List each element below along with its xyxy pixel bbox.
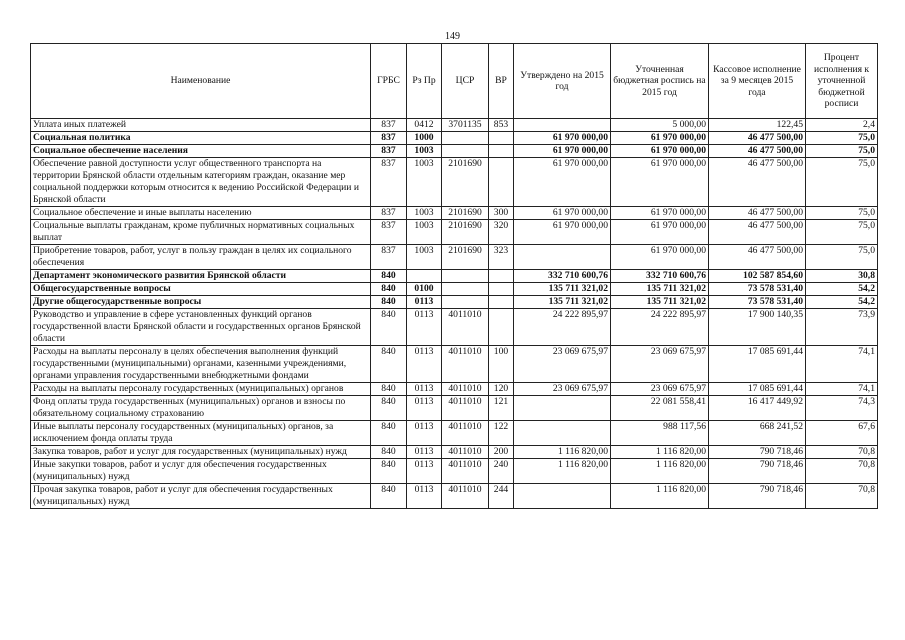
table-row (31, 119, 878, 132)
cell-vr: 320 (489, 220, 514, 245)
cell-name: Расходы на выплаты персоналу государственных (муниципальных) органов (31, 383, 371, 396)
cell-grbs: 837 (371, 207, 407, 220)
table-row (31, 158, 878, 207)
cell-grbs: 837 (371, 119, 407, 132)
cell-approved: 61 970 000,00 (514, 158, 611, 207)
cell-percent: 70,8 (806, 459, 878, 484)
cell-grbs: 837 (371, 145, 407, 158)
table-row (31, 446, 878, 459)
cell-csr (442, 296, 489, 309)
cell-refined: 61 970 000,00 (611, 158, 709, 207)
cell-approved (514, 484, 611, 509)
cell-name: Общегосударственные вопросы (31, 283, 371, 296)
table-row (31, 421, 878, 446)
cell-name: Другие общегосударственные вопросы (31, 296, 371, 309)
cell-refined: 61 970 000,00 (611, 145, 709, 158)
cell-refined: 1 116 820,00 (611, 459, 709, 484)
cell-vr: 200 (489, 446, 514, 459)
cell-csr: 4011010 (442, 383, 489, 396)
cell-percent: 74,1 (806, 383, 878, 396)
cell-refined: 24 222 895,97 (611, 309, 709, 346)
cell-name: Социальное обеспечение населения (31, 145, 371, 158)
cell-refined: 22 081 558,41 (611, 396, 709, 421)
cell-refined: 23 069 675,97 (611, 346, 709, 383)
page-number: 149 (445, 31, 460, 42)
cell-rzpr: 0100 (407, 283, 442, 296)
cell-approved (514, 421, 611, 446)
cell-refined: 61 970 000,00 (611, 245, 709, 270)
table-body (31, 119, 878, 509)
cell-approved: 23 069 675,97 (514, 383, 611, 396)
cell-vr (489, 283, 514, 296)
header-rzpr: Рз Пр (407, 44, 442, 119)
cell-refined: 332 710 600,76 (611, 270, 709, 283)
cell-cash: 17 085 691,44 (709, 346, 806, 383)
cell-rzpr: 1003 (407, 145, 442, 158)
cell-cash: 122,45 (709, 119, 806, 132)
cell-csr: 2101690 (442, 245, 489, 270)
cell-rzpr: 0113 (407, 421, 442, 446)
table-row (31, 270, 878, 283)
cell-vr: 122 (489, 421, 514, 446)
cell-percent: 30,8 (806, 270, 878, 283)
header-csr: ЦСР (442, 44, 489, 119)
cell-percent: 75,0 (806, 207, 878, 220)
header-percent: Процент исполнения к уточненной бюджетной росписи (806, 44, 878, 119)
cell-percent: 73,9 (806, 309, 878, 346)
cell-grbs: 840 (371, 383, 407, 396)
header-grbs: ГРБС (371, 44, 407, 119)
cell-approved: 23 069 675,97 (514, 346, 611, 383)
cell-rzpr: 0113 (407, 446, 442, 459)
cell-cash: 46 477 500,00 (709, 207, 806, 220)
cell-name: Иные закупки товаров, работ и услуг для обеспечения государственных (муниципальных) нужд (31, 459, 371, 484)
cell-percent: 74,1 (806, 346, 878, 383)
cell-vr: 323 (489, 245, 514, 270)
cell-approved: 332 710 600,76 (514, 270, 611, 283)
cell-csr: 4011010 (442, 346, 489, 383)
cell-rzpr: 0113 (407, 296, 442, 309)
cell-percent: 74,3 (806, 396, 878, 421)
cell-name: Департамент экономического развития Брянской области (31, 270, 371, 283)
cell-csr: 2101690 (442, 158, 489, 207)
cell-name: Социальная политика (31, 132, 371, 145)
cell-grbs: 840 (371, 421, 407, 446)
cell-name: Расходы на выплаты персоналу в целях обеспечения выполнения функций государственными (муниципальными) органами, казенными учреждениями, органами управления государственными внебюджетными фондами (31, 346, 371, 383)
cell-grbs: 840 (371, 446, 407, 459)
cell-csr: 4011010 (442, 459, 489, 484)
cell-rzpr: 1003 (407, 220, 442, 245)
cell-grbs: 840 (371, 396, 407, 421)
cell-name: Приобретение товаров, работ, услуг в пользу граждан в целях их социального обеспечения (31, 245, 371, 270)
table-row (31, 346, 878, 383)
cell-refined: 135 711 321,02 (611, 283, 709, 296)
cell-approved (514, 396, 611, 421)
table-row (31, 207, 878, 220)
cell-rzpr: 1003 (407, 207, 442, 220)
cell-vr: 240 (489, 459, 514, 484)
cell-grbs: 837 (371, 158, 407, 207)
cell-cash: 46 477 500,00 (709, 145, 806, 158)
cell-cash: 17 085 691,44 (709, 383, 806, 396)
cell-cash: 790 718,46 (709, 459, 806, 484)
cell-percent: 75,0 (806, 158, 878, 207)
table-row (31, 132, 878, 145)
cell-rzpr: 0113 (407, 346, 442, 383)
cell-grbs: 837 (371, 132, 407, 145)
cell-grbs: 837 (371, 245, 407, 270)
cell-refined: 23 069 675,97 (611, 383, 709, 396)
cell-grbs: 840 (371, 270, 407, 283)
table-row (31, 220, 878, 245)
cell-vr: 300 (489, 207, 514, 220)
cell-grbs: 840 (371, 484, 407, 509)
cell-cash: 73 578 531,40 (709, 283, 806, 296)
table-row (31, 383, 878, 396)
cell-cash: 46 477 500,00 (709, 132, 806, 145)
header-name: Наименование (31, 44, 371, 119)
cell-name: Иные выплаты персоналу государственных (муниципальных) органов, за исключением фонда оплаты труда (31, 421, 371, 446)
cell-vr (489, 145, 514, 158)
cell-csr: 2101690 (442, 220, 489, 245)
cell-grbs: 840 (371, 283, 407, 296)
cell-approved: 61 970 000,00 (514, 220, 611, 245)
cell-approved: 61 970 000,00 (514, 145, 611, 158)
table-row (31, 484, 878, 509)
cell-csr: 2101690 (442, 207, 489, 220)
cell-refined: 135 711 321,02 (611, 296, 709, 309)
cell-refined: 1 116 820,00 (611, 484, 709, 509)
cell-csr (442, 132, 489, 145)
cell-approved: 1 116 820,00 (514, 459, 611, 484)
cell-name: Руководство и управление в сфере установленных функций органов государственной власти Брянской области и государственных органов Брянской области (31, 309, 371, 346)
cell-cash: 73 578 531,40 (709, 296, 806, 309)
header-refined: Уточненная бюджетная роспись на 2015 год (611, 44, 709, 119)
cell-name: Фонд оплаты труда государственных (муниципальных) органов и взносы по обязательному социальному страхованию (31, 396, 371, 421)
cell-approved: 24 222 895,97 (514, 309, 611, 346)
cell-percent: 54,2 (806, 296, 878, 309)
cell-csr (442, 145, 489, 158)
header-approved: Утверждено на 2015 год (514, 44, 611, 119)
cell-percent: 75,0 (806, 220, 878, 245)
cell-rzpr: 1003 (407, 158, 442, 207)
cell-rzpr (407, 270, 442, 283)
cell-approved (514, 119, 611, 132)
cell-csr: 4011010 (442, 484, 489, 509)
cell-name: Закупка товаров, работ и услуг для государственных (муниципальных) нужд (31, 446, 371, 459)
cell-approved: 1 116 820,00 (514, 446, 611, 459)
table-row (31, 245, 878, 270)
cell-grbs: 840 (371, 459, 407, 484)
cell-grbs: 840 (371, 309, 407, 346)
cell-rzpr: 0412 (407, 119, 442, 132)
cell-refined: 5 000,00 (611, 119, 709, 132)
cell-cash: 46 477 500,00 (709, 245, 806, 270)
cell-csr: 4011010 (442, 421, 489, 446)
cell-rzpr: 0113 (407, 484, 442, 509)
cell-cash: 16 417 449,92 (709, 396, 806, 421)
cell-vr (489, 132, 514, 145)
cell-refined: 61 970 000,00 (611, 220, 709, 245)
cell-vr (489, 158, 514, 207)
cell-approved (514, 245, 611, 270)
cell-approved: 61 970 000,00 (514, 207, 611, 220)
cell-cash: 790 718,46 (709, 446, 806, 459)
cell-grbs: 840 (371, 346, 407, 383)
cell-rzpr: 0113 (407, 383, 442, 396)
table-row (31, 396, 878, 421)
cell-approved: 135 711 321,02 (514, 283, 611, 296)
cell-name: Прочая закупка товаров, работ и услуг для обеспечения государственных (муниципальных) нужд (31, 484, 371, 509)
cell-cash: 102 587 854,60 (709, 270, 806, 283)
table-row (31, 296, 878, 309)
cell-rzpr: 0113 (407, 459, 442, 484)
cell-grbs: 840 (371, 296, 407, 309)
cell-cash: 46 477 500,00 (709, 158, 806, 207)
cell-vr (489, 296, 514, 309)
cell-percent: 2,4 (806, 119, 878, 132)
cell-csr (442, 270, 489, 283)
cell-vr: 853 (489, 119, 514, 132)
cell-name: Обеспечение равной доступности услуг общественного транспорта на территории Брянской области отдельным категориям граждан, оказание мер социальной поддержки которым относится к ведению Российской Федерации и Брянской области (31, 158, 371, 207)
cell-vr: 120 (489, 383, 514, 396)
cell-rzpr: 1003 (407, 245, 442, 270)
cell-vr: 121 (489, 396, 514, 421)
table-header-row (31, 44, 878, 119)
cell-approved: 61 970 000,00 (514, 132, 611, 145)
cell-percent: 75,0 (806, 145, 878, 158)
cell-csr (442, 283, 489, 296)
cell-cash: 790 718,46 (709, 484, 806, 509)
cell-rzpr: 1000 (407, 132, 442, 145)
cell-grbs: 837 (371, 220, 407, 245)
cell-vr: 100 (489, 346, 514, 383)
cell-percent: 54,2 (806, 283, 878, 296)
cell-rzpr: 0113 (407, 309, 442, 346)
cell-percent: 75,0 (806, 132, 878, 145)
cell-csr: 4011010 (442, 446, 489, 459)
cell-name: Социальные выплаты гражданам, кроме публичных нормативных социальных выплат (31, 220, 371, 245)
cell-name: Уплата иных платежей (31, 119, 371, 132)
cell-csr: 4011010 (442, 309, 489, 346)
table-row (31, 459, 878, 484)
table-row (31, 309, 878, 346)
cell-cash: 17 900 140,35 (709, 309, 806, 346)
cell-csr: 4011010 (442, 396, 489, 421)
cell-percent: 70,8 (806, 484, 878, 509)
table-row (31, 283, 878, 296)
cell-vr (489, 270, 514, 283)
cell-refined: 61 970 000,00 (611, 132, 709, 145)
cell-percent: 75,0 (806, 245, 878, 270)
budget-execution-table (30, 43, 878, 509)
header-cash: Кассовое исполнение за 9 месяцев 2015 года (709, 44, 806, 119)
cell-refined: 1 116 820,00 (611, 446, 709, 459)
cell-cash: 668 241,52 (709, 421, 806, 446)
cell-approved: 135 711 321,02 (514, 296, 611, 309)
cell-percent: 67,6 (806, 421, 878, 446)
cell-name: Социальное обеспечение и иные выплаты населению (31, 207, 371, 220)
cell-vr: 244 (489, 484, 514, 509)
cell-cash: 46 477 500,00 (709, 220, 806, 245)
cell-refined: 988 117,56 (611, 421, 709, 446)
header-vr: ВР (489, 44, 514, 119)
cell-refined: 61 970 000,00 (611, 207, 709, 220)
cell-csr: 3701135 (442, 119, 489, 132)
table-row (31, 145, 878, 158)
cell-percent: 70,8 (806, 446, 878, 459)
cell-vr (489, 309, 514, 346)
cell-rzpr: 0113 (407, 396, 442, 421)
